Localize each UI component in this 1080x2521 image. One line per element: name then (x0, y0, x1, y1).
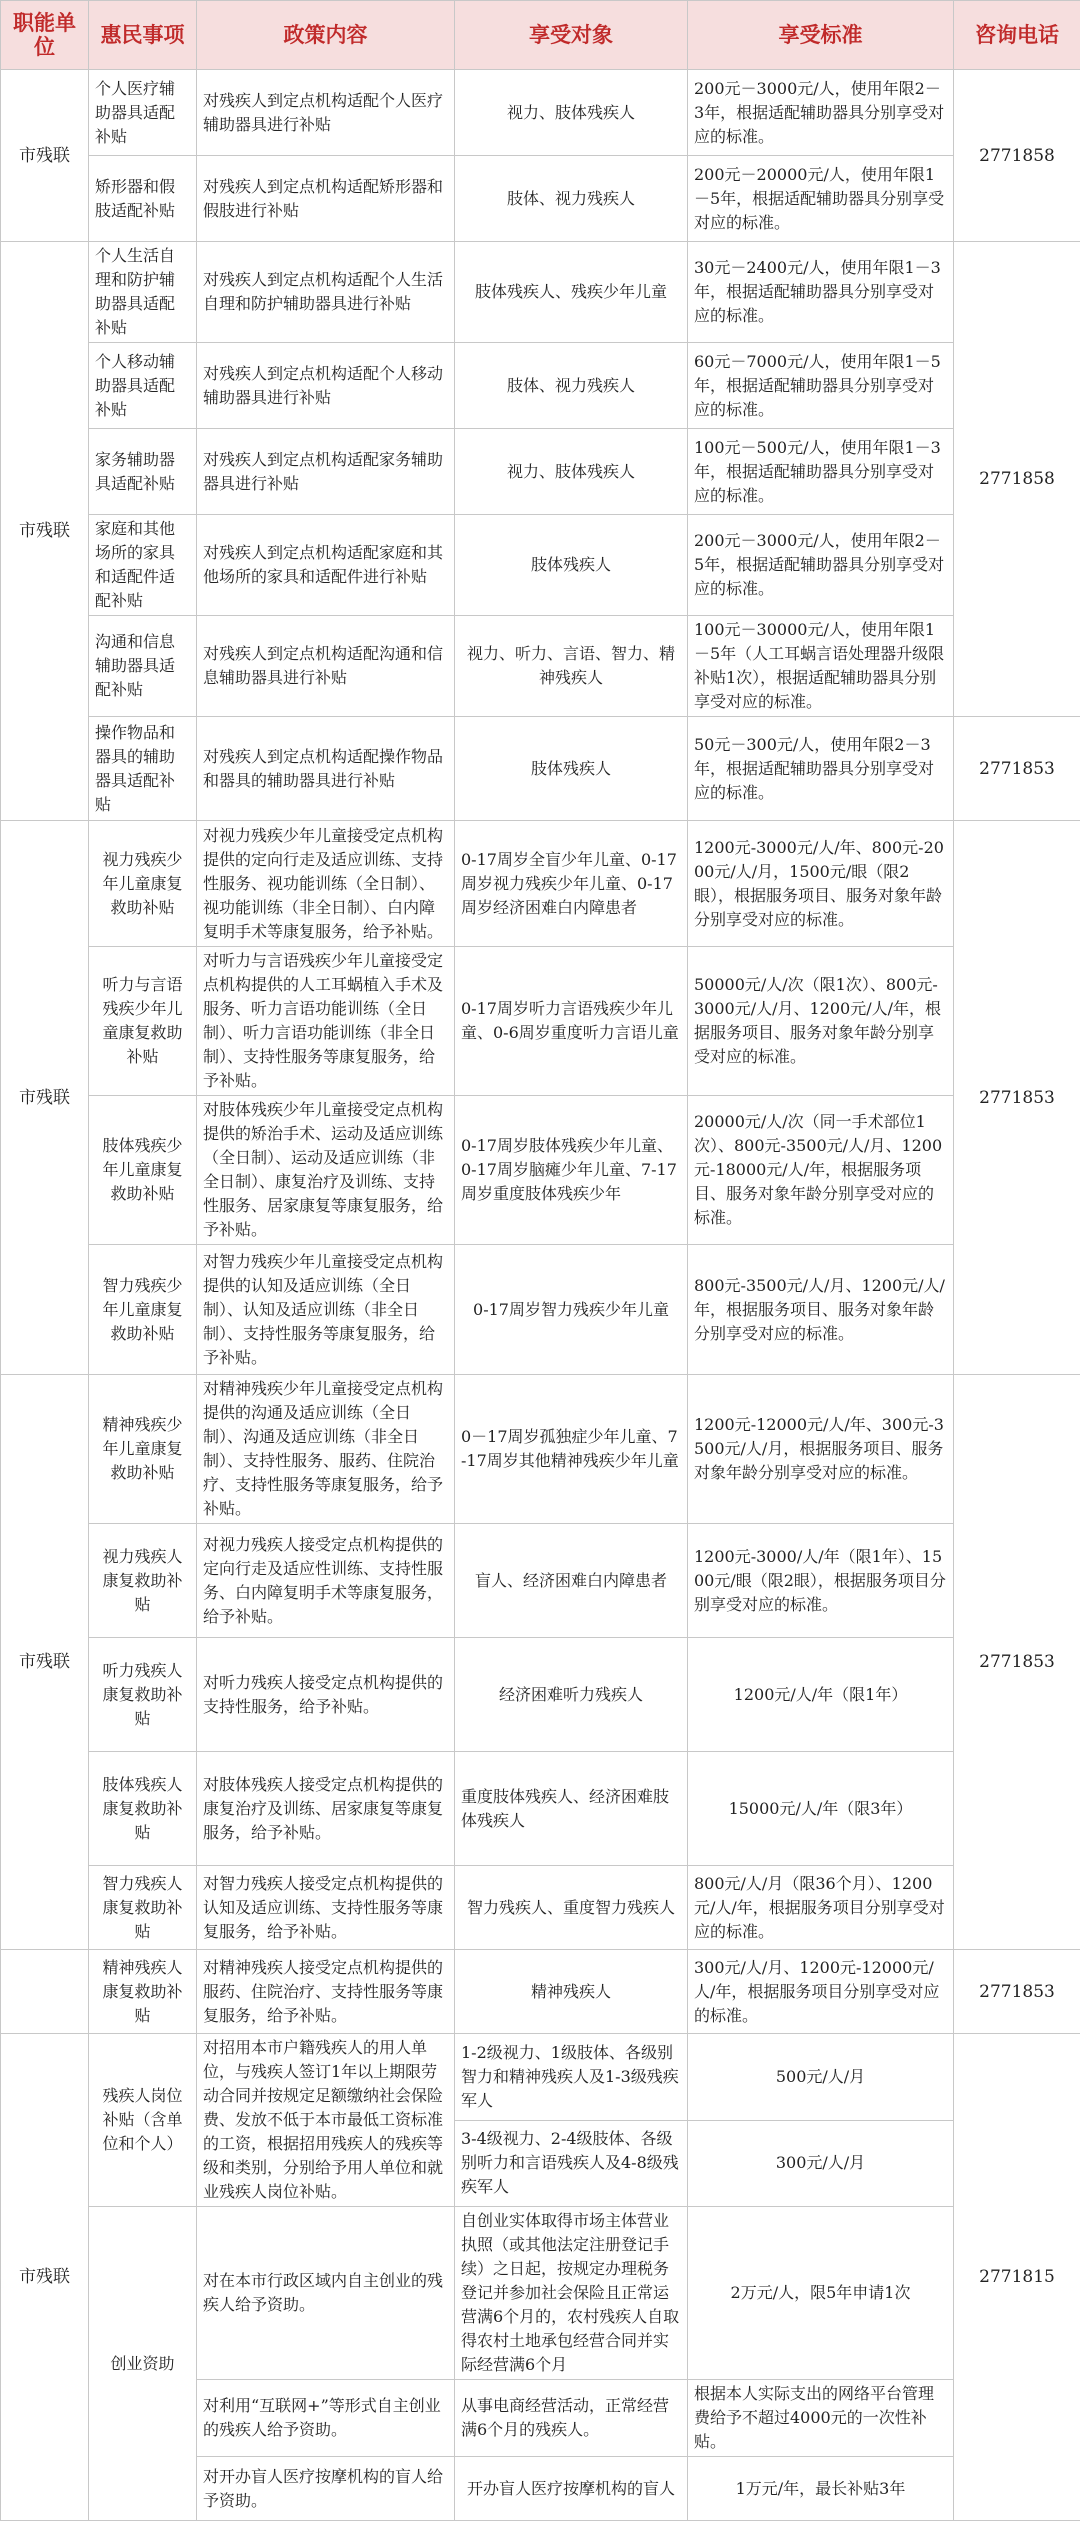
standard-cell: 20000元/人/次（同一手术部位1次）、800元-3500元/人/月、1200元-18000元/人/年，根据服务项目、服务对象年龄分别享受对应的标准。 (688, 1096, 954, 1245)
target-cell: 视力、肢体残疾人 (455, 70, 688, 156)
table-row (1, 1096, 1080, 1245)
unit-cell: 市残联 (1, 70, 89, 242)
policy-cell: 对在本市行政区域内自主创业的残疾人给予资助。 (197, 2207, 455, 2380)
item-cell: 肢体残疾人康复救助补贴 (89, 1752, 197, 1866)
table-row (1, 70, 1080, 156)
target-cell: 肢体残疾人、残疾少年儿童 (455, 242, 688, 343)
policy-cell: 对智力残疾人接受定点机构提供的认知及适应训练、支持性服务等康复服务，给予补贴。 (197, 1866, 455, 1950)
phone-cell: 2771853 (954, 821, 1080, 1375)
standard-cell: 根据本人实际支出的网络平台管理费给予不超过4000元的一次性补贴。 (688, 2380, 954, 2457)
header-row (1, 1, 1080, 70)
item-cell: 精神残疾人康复救助补贴 (89, 1950, 197, 2034)
header-unit: 职能单位 (1, 1, 89, 70)
item-cell: 智力残疾人康复救助补贴 (89, 1866, 197, 1950)
policy-cell: 对残疾人到定点机构适配家务辅助器具进行补贴 (197, 429, 455, 515)
target-cell: 盲人、经济困难白内障患者 (455, 1524, 688, 1638)
standard-cell: 50元－300元/人，使用年限2－3年，根据适配辅助器具分别享受对应的标准。 (688, 717, 954, 821)
unit-cell: 市残联 (1, 2034, 89, 2521)
target-cell: 精神残疾人 (455, 1950, 688, 2034)
table-row (1, 1245, 1080, 1375)
item-cell: 视力残疾人康复救助补贴 (89, 1524, 197, 1638)
item-cell: 精神残疾少年儿童康复救助补贴 (89, 1375, 197, 1524)
phone-cell: 2771853 (954, 1950, 1080, 2034)
target-cell: 肢体、视力残疾人 (455, 156, 688, 242)
table-row (1, 242, 1080, 343)
policy-cell: 对残疾人到定点机构适配个人生活自理和防护辅助器具进行补贴 (197, 242, 455, 343)
target-cell: 肢体残疾人 (455, 717, 688, 821)
target-cell: 肢体、视力残疾人 (455, 343, 688, 429)
header-target: 享受对象 (455, 1, 688, 70)
table-row (1, 1866, 1080, 1950)
table-row (1, 429, 1080, 515)
standard-cell: 15000元/人/年（限3年） (688, 1752, 954, 1866)
policy-cell: 对残疾人到定点机构适配沟通和信息辅助器具进行补贴 (197, 616, 455, 717)
table-row (1, 1752, 1080, 1866)
target-cell: 肢体残疾人 (455, 515, 688, 616)
table-row (1, 616, 1080, 717)
header-standard: 享受标准 (688, 1, 954, 70)
target-cell: 0-17周岁肢体残疾少年儿童、0-17周岁脑瘫少年儿童、7-17周岁重度肢体残疾少年 (455, 1096, 688, 1245)
phone-cell: 2771858 (954, 242, 1080, 717)
standard-cell: 60元－7000元/人，使用年限1－5年，根据适配辅助器具分别享受对应的标准。 (688, 343, 954, 429)
standard-cell: 500元/人/月 (688, 2034, 954, 2121)
target-cell: 0-17周岁全盲少年儿童、0-17周岁视力残疾少年儿童、0-17周岁经济困难白内障患者 (455, 821, 688, 947)
standard-cell: 200元－3000元/人，使用年限2－3年，根据适配辅助器具分别享受对应的标准。 (688, 70, 954, 156)
standard-cell: 2万元/人，限5年申请1次 (688, 2207, 954, 2380)
phone-cell: 2771853 (954, 1375, 1080, 1950)
item-cell: 个人医疗辅助器具适配补贴 (89, 70, 197, 156)
target-cell: 3-4级视力、2-4级肢体、各级别听力和言语残疾人及4-8级残疾军人 (455, 2120, 688, 2207)
standard-cell: 200元－3000元/人，使用年限2－5年，根据适配辅助器具分别享受对应的标准。 (688, 515, 954, 616)
policy-cell: 对肢体残疾少年儿童接受定点机构提供的矫治手术、运动及适应训练（全日制）、运动及适应训练（非全日制）、康复治疗及训练、支持性服务、居家康复等康复服务，给予补贴。 (197, 1096, 455, 1245)
table-row (1, 1950, 1080, 2034)
phone-cell: 2771858 (954, 70, 1080, 242)
item-cell: 残疾人岗位补贴（含单位和个人） (89, 2034, 197, 2207)
policy-cell: 对视力残疾少年儿童接受定点机构提供的定向行走及适应训练、支持性服务、视功能训练（全日制）、视功能训练（非全日制）、白内障复明手术等康复服务，给予补贴。 (197, 821, 455, 947)
policy-cell: 对残疾人到定点机构适配家庭和其他场所的家具和适配件进行补贴 (197, 515, 455, 616)
standard-cell: 1200元-12000元/人/年、300元-3500元/人/月，根据服务项目、服务对象年龄分别享受对应的标准。 (688, 1375, 954, 1524)
header-policy: 政策内容 (197, 1, 455, 70)
item-cell: 听力与言语残疾少年儿童康复救助补贴 (89, 947, 197, 1096)
table-row (1, 515, 1080, 616)
policy-cell: 对招用本市户籍残疾人的用人单位，与残疾人签订1年以上期限劳动合同并按规定足额缴纳社会保险费、发放不低于本市最低工资标准的工资，根据招用残疾人的残疾等级和类别，分别给予用人单位和就业残疾人岗位补贴。 (197, 2034, 455, 2207)
target-cell: 开办盲人医疗按摩机构的盲人 (455, 2457, 688, 2521)
target-cell: 0-17周岁听力言语残疾少年儿童、0-6周岁重度听力言语儿童 (455, 947, 688, 1096)
table-row (1, 1524, 1080, 1638)
standard-cell: 1200元-3000元/人/年、800元-2000元/人/月，1500元/眼（限2眼），根据服务项目、服务对象年龄分别享受对应的标准。 (688, 821, 954, 947)
item-cell: 家庭和其他场所的家具和适配件适配补贴 (89, 515, 197, 616)
item-cell: 操作物品和器具的辅助器具适配补贴 (89, 717, 197, 821)
policy-cell: 对残疾人到定点机构适配矫形器和假肢进行补贴 (197, 156, 455, 242)
target-cell: 智力残疾人、重度智力残疾人 (455, 1866, 688, 1950)
target-cell: 经济困难听力残疾人 (455, 1638, 688, 1752)
standard-cell: 50000元/人/次（限1次）、800元-3000元/人/月、1200元/人/年，根据服务项目、服务对象年龄分别享受对应的标准。 (688, 947, 954, 1096)
item-cell: 创业资助 (89, 2207, 197, 2521)
target-cell: 视力、肢体残疾人 (455, 429, 688, 515)
target-cell: 0－17周岁孤独症少年儿童、7-17周岁其他精神残疾少年儿童 (455, 1375, 688, 1524)
unit-cell: 市残联 (1, 821, 89, 1375)
header-phone: 咨询电话 (954, 1, 1080, 70)
table-row (1, 156, 1080, 242)
policy-cell: 对精神残疾少年儿童接受定点机构提供的沟通及适应训练（全日制）、沟通及适应训练（非全日制）、支持性服务、服药、住院治疗、支持性服务等康复服务，给予补贴。 (197, 1375, 455, 1524)
target-cell: 从事电商经营活动，正常经营满6个月的残疾人。 (455, 2380, 688, 2457)
unit-cell: 市残联 (1, 242, 89, 821)
standard-cell: 300元/人/月、1200元-12000元/人/年，根据服务项目分别享受对应的标准。 (688, 1950, 954, 2034)
standard-cell: 800元/人/月（限36个月）、1200元/人/年，根据服务项目分别享受对应的标准。 (688, 1866, 954, 1950)
table-row (1, 2207, 1080, 2380)
item-cell: 矫形器和假肢适配补贴 (89, 156, 197, 242)
item-cell: 沟通和信息辅助器具适配补贴 (89, 616, 197, 717)
standard-cell: 300元/人/月 (688, 2120, 954, 2207)
phone-cell: 2771853 (954, 717, 1080, 821)
policy-cell: 对残疾人到定点机构适配个人移动辅助器具进行补贴 (197, 343, 455, 429)
table-row (1, 1638, 1080, 1752)
policy-cell: 对视力残疾人接受定点机构提供的定向行走及适应性训练、支持性服务、白内障复明手术等康复服务，给予补贴。 (197, 1524, 455, 1638)
policy-cell: 对精神残疾人接受定点机构提供的服药、住院治疗、支持性服务等康复服务，给予补贴。 (197, 1950, 455, 2034)
policy-cell: 对残疾人到定点机构适配操作物品和器具的辅助器具进行补贴 (197, 717, 455, 821)
table-row (1, 947, 1080, 1096)
table-row (1, 717, 1080, 821)
policy-cell: 对听力残疾人接受定点机构提供的支持性服务，给予补贴。 (197, 1638, 455, 1752)
item-cell: 个人生活自理和防护辅助器具适配补贴 (89, 242, 197, 343)
policy-cell: 对肢体残疾人接受定点机构提供的康复治疗及训练、居家康复等康复服务，给予补贴。 (197, 1752, 455, 1866)
item-cell: 智力残疾少年儿童康复救助补贴 (89, 1245, 197, 1375)
item-cell: 肢体残疾少年儿童康复救助补贴 (89, 1096, 197, 1245)
unit-cell (1, 1950, 89, 2034)
policy-cell: 对残疾人到定点机构适配个人医疗辅助器具进行补贴 (197, 70, 455, 156)
table-row (1, 1375, 1080, 1524)
phone-cell: 2771815 (954, 2034, 1080, 2521)
standard-cell: 100元－500元/人，使用年限1－3年，根据适配辅助器具分别享受对应的标准。 (688, 429, 954, 515)
table-row (1, 2034, 1080, 2121)
standard-cell: 100元－30000元/人，使用年限1－5年（人工耳蜗言语处理器升级限补贴1次），根据适配辅助器具分别享受对应的标准。 (688, 616, 954, 717)
standard-cell: 30元－2400元/人，使用年限1－3年，根据适配辅助器具分别享受对应的标准。 (688, 242, 954, 343)
item-cell: 个人移动辅助器具适配补贴 (89, 343, 197, 429)
target-cell: 0-17周岁智力残疾少年儿童 (455, 1245, 688, 1375)
item-cell: 家务辅助器具适配补贴 (89, 429, 197, 515)
target-cell: 重度肢体残疾人、经济困难肢体残疾人 (455, 1752, 688, 1866)
target-cell: 自创业实体取得市场主体营业执照（或其他法定注册登记手续）之日起，按规定办理税务登记并参加社会保险且正常运营满6个月的，农村残疾人自取得农村土地承包经营合同并实际经营满6个月 (455, 2207, 688, 2380)
table-row (1, 343, 1080, 429)
policy-cell: 对听力与言语残疾少年儿童接受定点机构提供的人工耳蜗植入手术及服务、听力言语功能训练（全日制）、听力言语功能训练（非全日制）、支持性服务等康复服务，给予补贴。 (197, 947, 455, 1096)
target-cell: 1-2级视力、1级肢体、各级别智力和精神残疾人及1-3级残疾军人 (455, 2034, 688, 2121)
standard-cell: 1200元/人/年（限1年） (688, 1638, 954, 1752)
item-cell: 听力残疾人康复救助补贴 (89, 1638, 197, 1752)
standard-cell: 1200元-3000/人/年（限1年）、1500元/眼（限2眼），根据服务项目分别享受对应的标准。 (688, 1524, 954, 1638)
table-row (1, 821, 1080, 947)
standard-cell: 800元-3500元/人/月、1200元/人/年，根据服务项目、服务对象年龄分别享受对应的标准。 (688, 1245, 954, 1375)
policy-cell: 对开办盲人医疗按摩机构的盲人给予资助。 (197, 2457, 455, 2521)
target-cell: 视力、听力、言语、智力、精神残疾人 (455, 616, 688, 717)
standard-cell: 200元－20000元/人，使用年限1－5年，根据适配辅助器具分别享受对应的标准。 (688, 156, 954, 242)
item-cell: 视力残疾少年儿童康复救助补贴 (89, 821, 197, 947)
unit-cell: 市残联 (1, 1375, 89, 1950)
policy-cell: 对智力残疾少年儿童接受定点机构提供的认知及适应训练（全日制）、认知及适应训练（非全日制）、支持性服务等康复服务，给予补贴。 (197, 1245, 455, 1375)
header-item: 惠民事项 (89, 1, 197, 70)
policy-cell: 对利用“互联网+”等形式自主创业的残疾人给予资助。 (197, 2380, 455, 2457)
standard-cell: 1万元/年，最长补贴3年 (688, 2457, 954, 2521)
